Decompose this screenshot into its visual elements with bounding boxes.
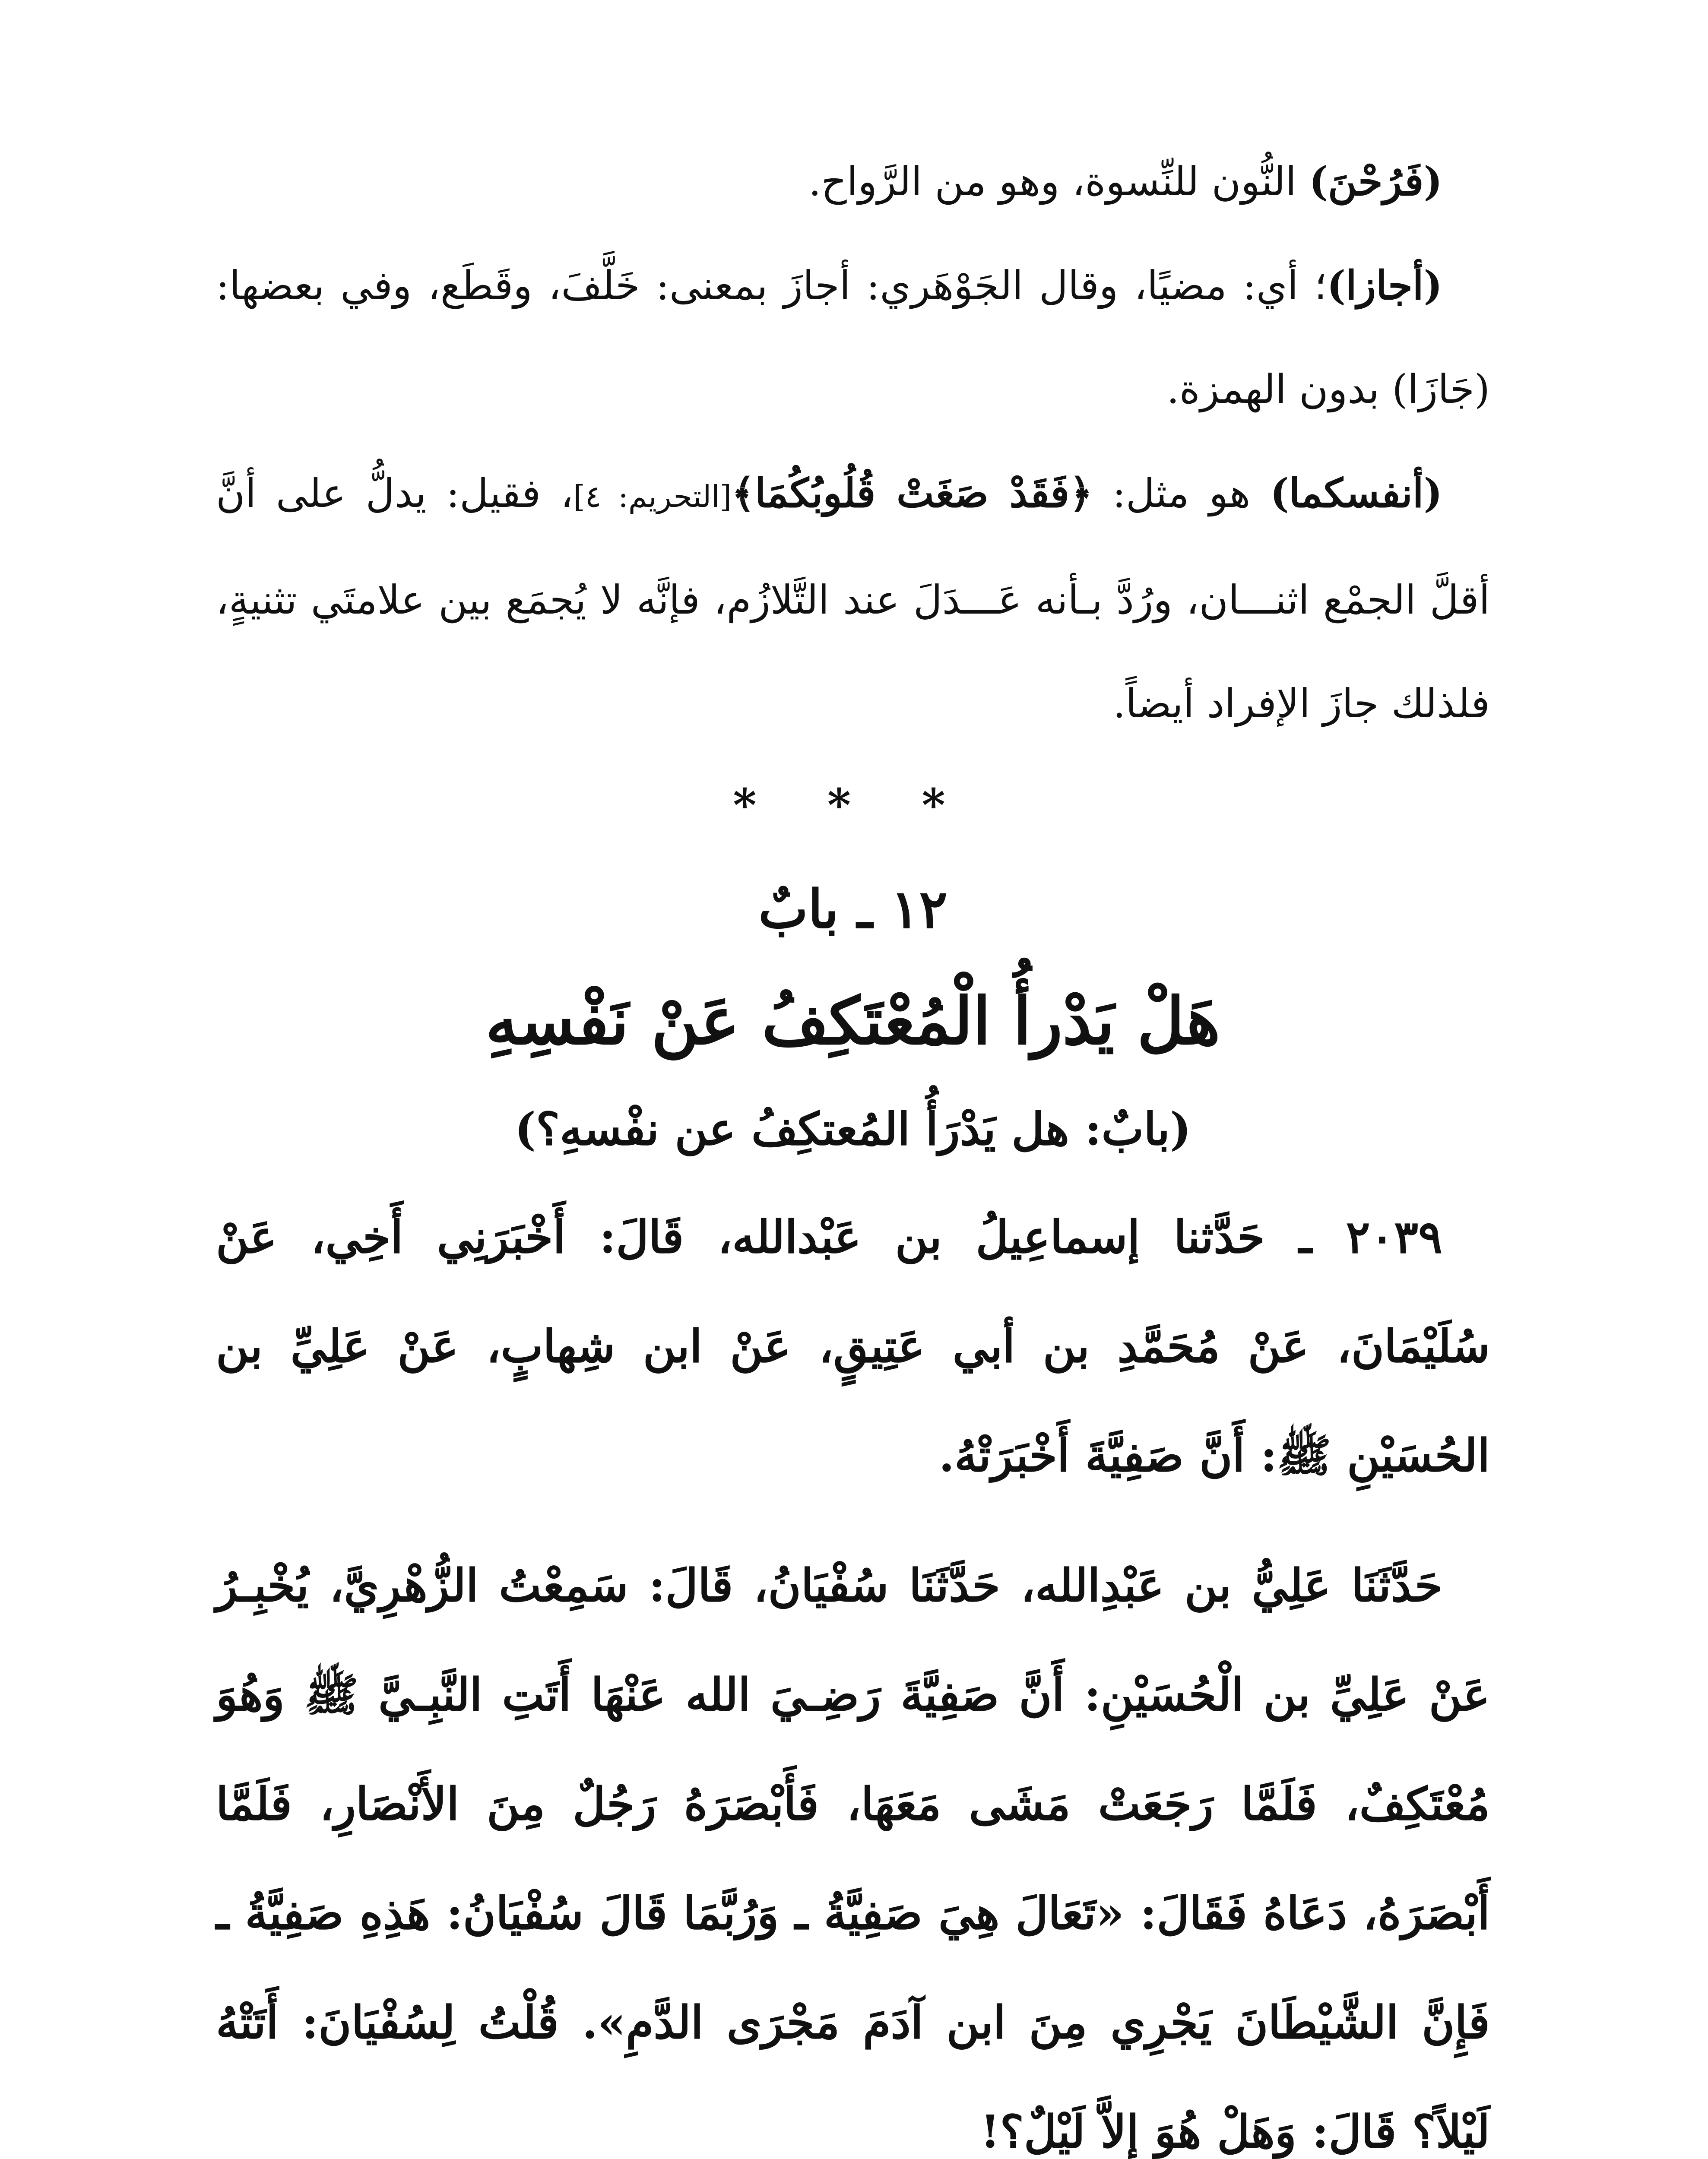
note-text: ؛ أي: مضيًا، وقال الجَوْهَري: أجازَ بمعنى: خَلَّفَ، وقَطَع، وفي بعضها: (جَازَا) بدون الهمزة. bbox=[216, 263, 1490, 412]
hadith-isnad: ٢٠٣٩ ـ حَدَّثنا إسماعِيلُ بن عَبْدالله، قَالَ: أَخْبَرَنِي أَخِي، عَنْ سُلَيْمَانَ، عَنْ مُحَمَّدِ بن أبي عَتِيقٍ، عَنْ ابن شِهابٍ، عَنْ عَلِيِّ بن الحُسَيْنِ ﷺ: أَنَّ صَفِيَّةَ أَخْبَرَتْهُ. bbox=[216, 1210, 1490, 1482]
note-anfusakuma bbox=[216, 441, 1490, 756]
quran-quote: ﴿فَقَدْ صَغَتْ قُلُوبُكُمَا﴾ bbox=[731, 470, 1093, 516]
note-farohna bbox=[216, 130, 1490, 234]
chapter-subtitle: (بابٌ: هل يَدْرَأُ المُعتكِفُ عن نفْسهِ؟) bbox=[514, 1102, 1191, 1155]
text-column bbox=[216, 130, 1490, 2159]
note-text: هو مثل: bbox=[1093, 470, 1271, 516]
chapter-number: ١٢ ـ بابٌ bbox=[758, 878, 947, 940]
hadith-text: حَدَّثَنَا عَلِيُّ بن عَبْدِالله، حَدَّثَنَا سُفْيَانُ، قَالَ: سَمِعْتُ الزُّهْرِيَّ، يُخْبِـرُ عَنْ عَلِيِّ بن الْحُسَيْنِ: أَنَّ صَفِيَّةَ رَضِـيَ الله عَنْهَا أَتَتِ النَّبِـيَّ ﷺ وَهُوَ مُعْتَكِفٌ، فَلَمَّا رَجَعَتْ مَشَى مَعَهَا، فَأَبْصَرَهُ رَجُلٌ مِنَ الأَنْصَارِ، فَلَمَّا أَبْصَرَهُ، دَعَاهُ فَقَالَ: «تَعَالَ هِيَ صَفِيَّةُ ـ وَرُبَّمَا قَالَ سُفْيَانُ: هَذِهِ صَفِيَّةُ ـ فَإِنَّ الشَّيْطَانَ يَجْرِي مِنَ ابن آدَمَ مَجْرَى الدَّمِ». قُلْتُ لِسُفْيَانَ: أَتَتْهُ لَيْلاً؟ قَالَ: وَهَلْ هُوَ إِلاَّ لَيْلٌ؟! bbox=[216, 1559, 1490, 2158]
quran-reference: [التحريم: ٤] bbox=[573, 479, 732, 514]
section-separator: * * * bbox=[733, 779, 973, 832]
note-term: (فَرُحْنَ) bbox=[1309, 158, 1442, 205]
note-text: ، فقيل: يدلُّ على أنَّ أقلَّ الجمْع اثنـــان، ورُدَّ بـأنه عَـــدَلَ عند التَّلازُم، فإنَّه لا يُجمَع بين علامتَي تثنيةٍ، فلذلك جازَ الإفراد أيضاً. bbox=[216, 470, 1490, 727]
chapter-title: هَلْ يَدْرأُ الْمُعْتَكِفُ عَنْ نَفْسِهِ bbox=[485, 983, 1220, 1059]
note-ajaza bbox=[216, 234, 1490, 441]
note-text: النُّون للنِّسوة، وهو من الرَّواح. bbox=[808, 158, 1309, 205]
note-term: (أجازا) bbox=[1327, 262, 1442, 309]
note-term: (أنفسكما) bbox=[1270, 470, 1442, 516]
